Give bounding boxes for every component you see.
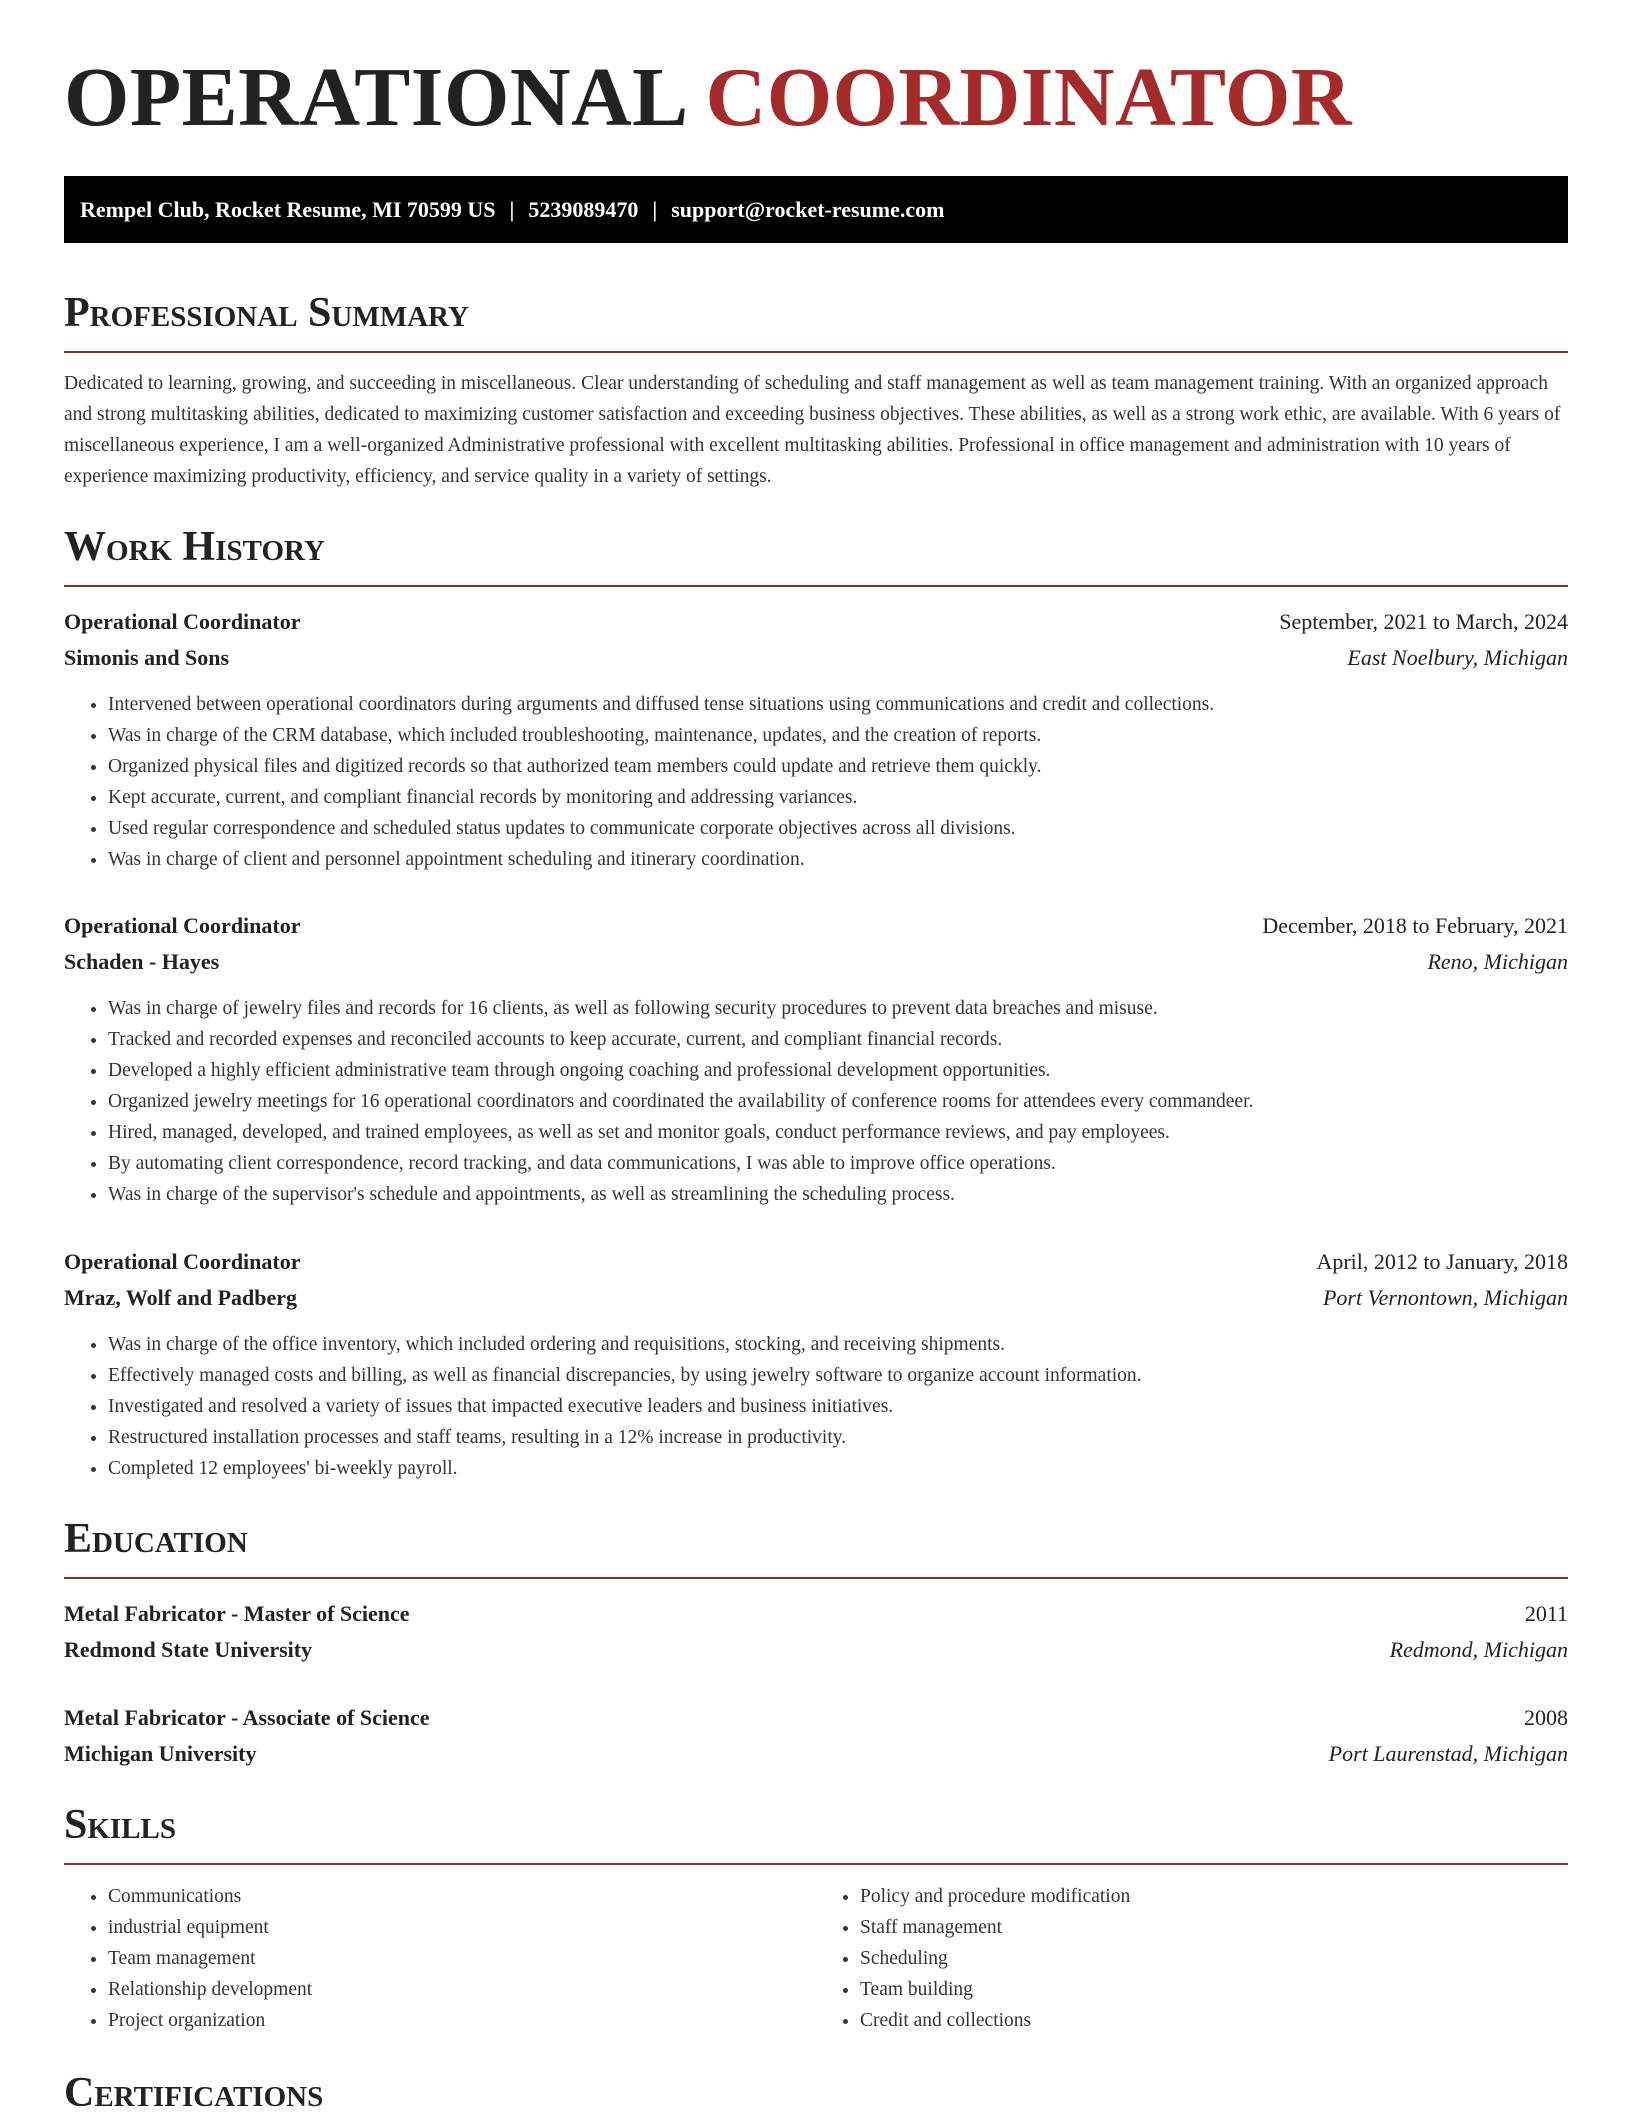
work-history-heading: Work History — [64, 524, 325, 570]
section-divider — [64, 585, 1568, 587]
education-entry — [64, 1596, 1568, 1668]
graduation-year: 2008 — [1524, 1705, 1568, 1730]
list-item: • Hired, managed, developed, and trained employees, as well as set and monitor goals, conduct performance reviews, and pay employees. — [108, 1117, 1568, 1148]
list-item: • Tracked and recorded expenses and reconciled accounts to keep accurate, current, and compliant financial records. — [108, 1024, 1568, 1055]
job-bullets — [64, 689, 1568, 875]
job-company: Simonis and Sons — [64, 645, 230, 670]
skills-column-right — [816, 1881, 1568, 2036]
summary-text: Dedicated to learning, growing, and succeeding in miscellaneous. Clear understanding of scheduling and staff management as well as team management training. With an organized approach and strong multitasking abilities, dedicated to maximizing customer satisfaction and exceeding business objectives. These abilities, as well as a strong work ethic, are available. With 6 years of miscellaneous experience, I am a well-organized Administrative professional with excellent multitasking abilities. Professional in office management and administration with 10 years of experience maximizing productivity, efficiency, and service quality in a variety of settings. — [64, 373, 1561, 487]
list-item: • Organized physical files and digitized records so that authorized team members could update and retrieve them quickly. — [108, 751, 1568, 782]
list-item: • Developed a highly efficient administrative team through ongoing coaching and professional development opportunities. — [108, 1055, 1568, 1086]
school: Redmond State University — [64, 1637, 313, 1662]
section-divider — [64, 1577, 1568, 1579]
job-entry — [64, 604, 1568, 875]
list-item: • Was in charge of the office inventory, which included ordering and requisitions, stocking, and receiving shipments. — [108, 1329, 1568, 1360]
list-item: • By automating client correspondence, record tracking, and data communications, I was able to improve office operations. — [108, 1148, 1568, 1179]
school-location: Port Laurenstad, Michigan — [1328, 1741, 1568, 1766]
graduation-year: 2011 — [1524, 1601, 1568, 1626]
job-company: Schaden - Hayes — [64, 949, 220, 974]
certifications-heading: Certifications — [64, 2070, 324, 2116]
job-dates: December, 2018 to February, 2021 — [1262, 913, 1568, 938]
job-title: Operational Coordinator — [64, 1249, 301, 1274]
skill-item: • Staff management — [860, 1912, 1568, 1943]
summary-heading: Professional Summary — [64, 290, 469, 336]
resume-title — [64, 51, 1352, 144]
list-item: • Used regular correspondence and scheduled status updates to communicate corporate objectives across all divisions. — [108, 813, 1568, 844]
skill-item: • Team management — [108, 1943, 816, 1974]
section-divider — [64, 351, 1568, 353]
list-item: • Intervened between operational coordinators during arguments and diffused tense situations using communications and credit and collections. — [108, 689, 1568, 720]
job-title: Operational Coordinator — [64, 913, 301, 938]
job-dates: April, 2012 to January, 2018 — [1316, 1249, 1568, 1274]
skill-item: • Communications — [108, 1881, 816, 1912]
list-item: • Was in charge of the supervisor's schedule and appointments, as well as streamlining the scheduling process. — [108, 1179, 1568, 1210]
section-divider — [64, 1863, 1568, 1865]
skills-list — [64, 1881, 1568, 2036]
skill-item: • Relationship development — [108, 1974, 816, 2005]
job-location: East Noelbury, Michigan — [1347, 645, 1568, 670]
job-bullets — [64, 993, 1568, 1210]
title-part-2: COORDINATOR — [705, 51, 1352, 144]
list-item: • Restructured installation processes and staff teams, resulting in a 12% increase in productivity. — [108, 1422, 1568, 1453]
contact-separator: | — [652, 196, 658, 222]
job-title: Operational Coordinator — [64, 609, 301, 634]
list-item: • Was in charge of the CRM database, which included troubleshooting, maintenance, updates, and the creation of reports. — [108, 720, 1568, 751]
job-entry — [64, 1244, 1568, 1484]
skill-item: • Credit and collections — [860, 2005, 1568, 2036]
contact-phone[interactable]: 5239089470 — [528, 196, 639, 222]
skill-item: • Project organization — [108, 2005, 816, 2036]
list-item: • Was in charge of client and personnel appointment scheduling and itinerary coordination. — [108, 844, 1568, 875]
skill-item: • Scheduling — [860, 1943, 1568, 1974]
contact-email[interactable]: support@rocket-resume.com — [671, 196, 945, 222]
skill-item: • industrial equipment — [108, 1912, 816, 1943]
job-bullets — [64, 1329, 1568, 1484]
job-location: Reno, Michigan — [1427, 949, 1568, 974]
list-item: • Was in charge of jewelry files and records for 16 clients, as well as following security procedures to prevent data breaches and misuse. — [108, 993, 1568, 1024]
job-dates: September, 2021 to March, 2024 — [1279, 609, 1568, 634]
skill-item: • Policy and procedure modification — [860, 1881, 1568, 1912]
school-location: Redmond, Michigan — [1389, 1637, 1568, 1662]
skills-column-left — [64, 1881, 816, 2036]
job-entry — [64, 908, 1568, 1210]
list-item: • Effectively managed costs and billing, as well as financial discrepancies, by using jewelry software to organize account information. — [108, 1360, 1568, 1391]
skills-heading: Skills — [64, 1802, 177, 1848]
education-heading: Education — [64, 1516, 248, 1562]
job-company: Mraz, Wolf and Padberg — [64, 1285, 298, 1310]
contact-bar — [64, 176, 1568, 243]
list-item: • Organized jewelry meetings for 16 operational coordinators and coordinated the availability of conference rooms for attendees every commandeer. — [108, 1086, 1568, 1117]
title-part-1: OPERATIONAL — [64, 51, 685, 144]
job-location: Port Vernontown, Michigan — [1322, 1285, 1568, 1310]
degree: Metal Fabricator - Associate of Science — [64, 1705, 430, 1730]
list-item: • Completed 12 employees' bi-weekly payroll. — [108, 1453, 1568, 1484]
degree: Metal Fabricator - Master of Science — [64, 1601, 410, 1626]
skill-item: • Team building — [860, 1974, 1568, 2005]
education-entry — [64, 1700, 1568, 1772]
school: Michigan University — [64, 1741, 257, 1766]
list-item: • Kept accurate, current, and compliant financial records by monitoring and addressing variances. — [108, 782, 1568, 813]
contact-separator: | — [509, 196, 515, 222]
contact-address: Rempel Club, Rocket Resume, MI 70599 US — [80, 196, 496, 222]
list-item: • Investigated and resolved a variety of issues that impacted executive leaders and business initiatives. — [108, 1391, 1568, 1422]
